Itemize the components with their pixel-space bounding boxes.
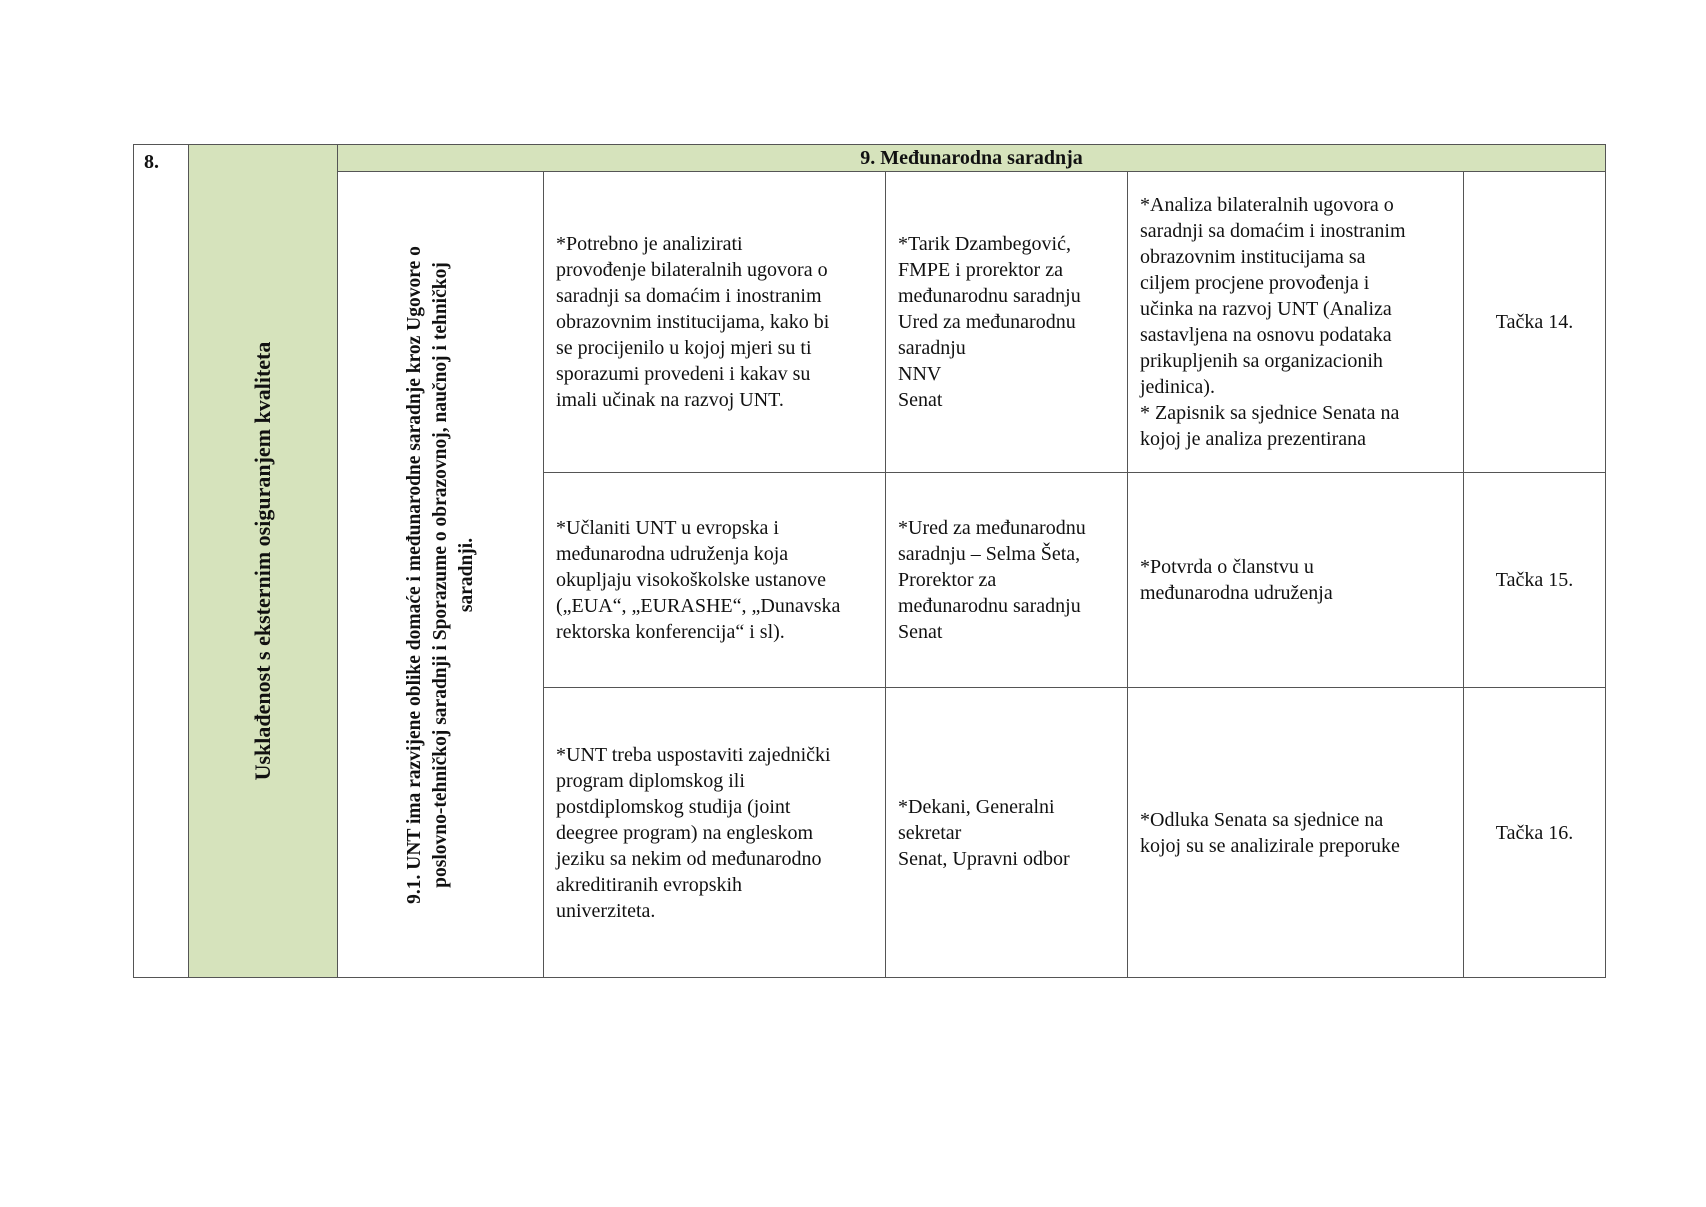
table-row	[134, 172, 1606, 473]
evidence-cell: *Analiza bilateralnih ugovora o saradnji sa domaćim i inostranim obrazovnim institucijama sa ciljem procjene provođenja i učinka na razvoj UNT (Analiza sastavljena na osnovu podataka prikupljenih sa organizacionih jedinica). * Zapisnik sa sjednice Senata na kojoj je analiza prezentirana	[1128, 172, 1464, 473]
point-cell: Tačka 14.	[1464, 172, 1606, 473]
section-heading: 9. Međunarodna saradnja	[338, 145, 1606, 172]
row-number: 8.	[134, 145, 189, 978]
recommendation-cell: *UNT treba uspostaviti zajednički program diplomskog ili postdiplomskog studija (joint deegree program) na engleskom jeziku sa nekim od međunarodno akreditiranih evropskih univerziteta.	[544, 688, 886, 978]
recommendation-cell: *Učlaniti UNT u evropska i međunarodna udruženja koja okupljaju visokoškolske ustanove („EUA“, „EURASHE“, „Dunavska rektorska konferencija“ i sl).	[544, 473, 886, 688]
responsible-cell: *Tarik Dzambegović, FMPE i prorektor za međunarodnu saradnju Ured za međunarodnu saradnju NNV Senat	[886, 172, 1128, 473]
criterion-cell	[338, 172, 544, 978]
point-cell: Tačka 15.	[1464, 473, 1606, 688]
criterion-text: 9.1. UNT ima razvijene oblike domaće i međunarodne saradnje kroz Ugovore o poslovno-tehničkoj saradnji i Sporazume o obrazovnoj, naučnoj i tehničkoj saradnji.	[403, 245, 477, 904]
area-cell	[189, 145, 338, 978]
section-header-row	[134, 145, 1606, 172]
evidence-cell: *Potvrda o članstvu u međunarodna udruženja	[1128, 473, 1464, 688]
area-label: Usklađenost s eksternim osiguranjem kvaliteta	[250, 341, 275, 781]
evidence-cell: *Odluka Senata sa sjednice na kojoj su se analizirale preporuke	[1128, 688, 1464, 978]
recommendations-table	[133, 144, 1606, 978]
point-cell: Tačka 16.	[1464, 688, 1606, 978]
recommendation-cell: *Potrebno je analizirati provođenje bilateralnih ugovora o saradnji sa domaćim i inostranim obrazovnim institucijama, kako bi se procijenilo u kojoj mjeri su ti sporazumi provedeni i kakav su imali učinak na razvoj UNT.	[544, 172, 886, 473]
responsible-cell: *Dekani, Generalni sekretar Senat, Upravni odbor	[886, 688, 1128, 978]
responsible-cell: *Ured za međunarodnu saradnju – Selma Šeta, Prorektor za međunarodnu saradnju Senat	[886, 473, 1128, 688]
